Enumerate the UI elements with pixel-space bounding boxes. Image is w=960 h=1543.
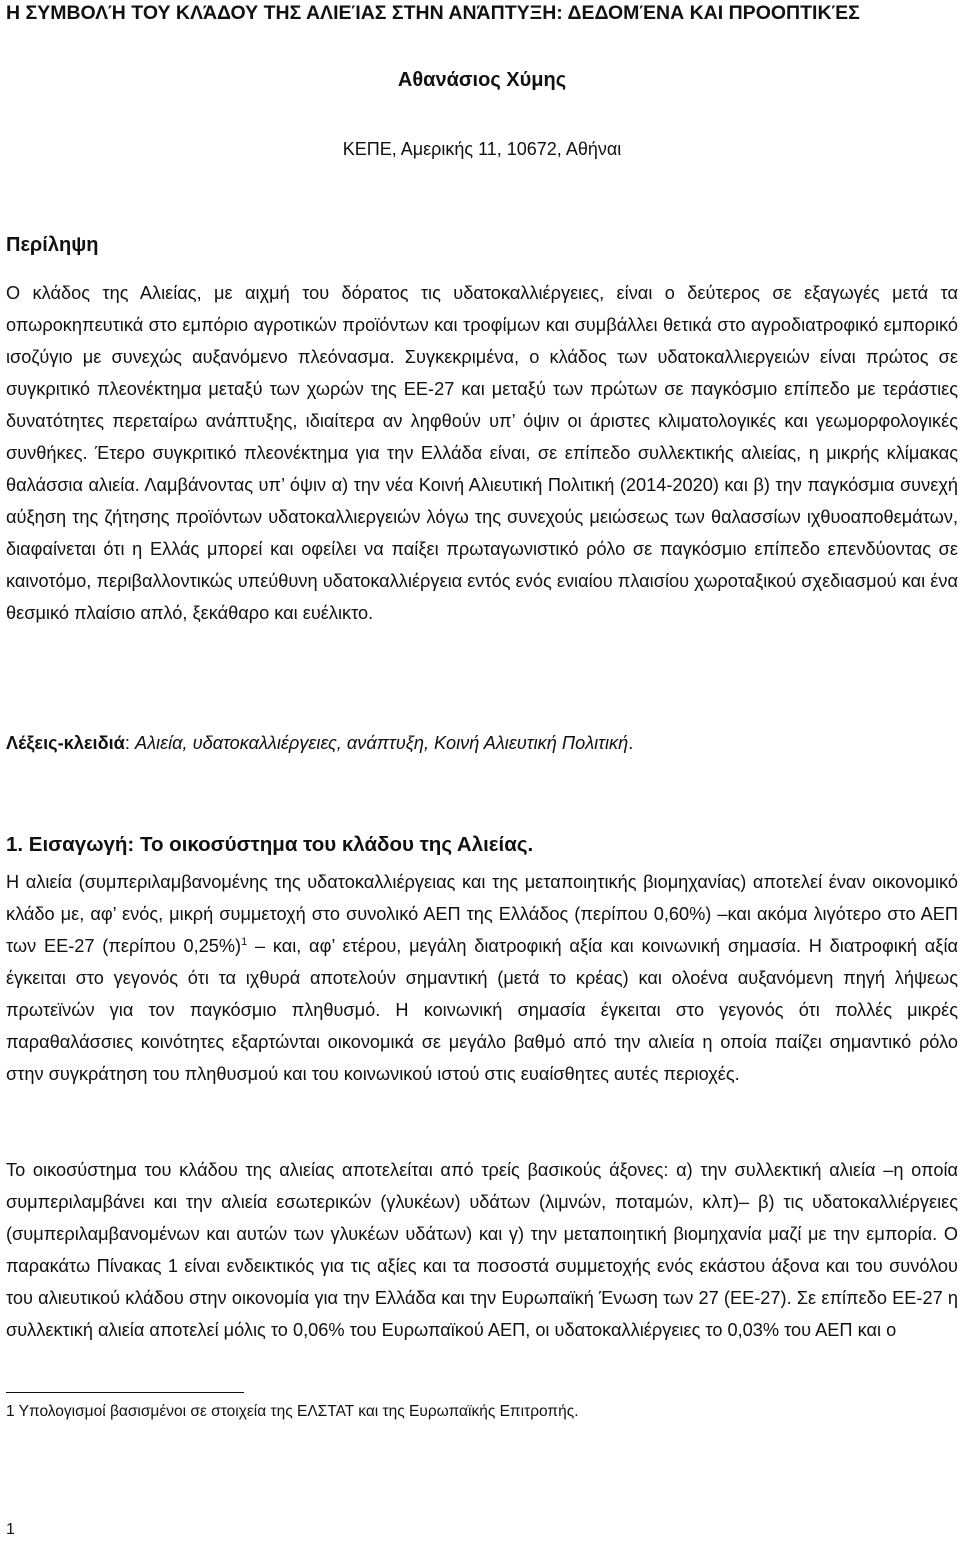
intro-paragraph-1	[6, 866, 958, 1090]
page-number: 1	[6, 1521, 15, 1538]
paper-title: Η ΣΥΜΒΟΛΉ ΤΟΥ ΚΛΆΔΟΥ ΤΗΣ ΑΛΙΕΊΑΣ ΣΤΗΝ ΑΝΆΠΤΥΞΗ: ΔΕΔΟΜΈΝΑ ΚΑΙ ΠΡΟΟΠΤΙΚΈΣ	[6, 2, 860, 24]
footnote-reference[interactable]: 1	[241, 935, 248, 948]
author-name: Αθανάσιος Χύμης	[397, 69, 567, 91]
footnote-divider	[6, 1392, 244, 1393]
keywords-end: .	[628, 733, 634, 753]
keywords-value: Αλιεία, υδατοκαλλιέργειες, ανάπτυξη, Κοινή Αλιευτική Πολιτική	[134, 733, 629, 753]
author-affiliation: ΚΕΠΕ, Αμερικής 11, 10672, Αθήναι	[342, 139, 622, 159]
keywords-label: Λέξεις-κλειδιά	[6, 733, 125, 753]
intro-paragraph-1-start: Η αλιεία (συμπεριλαμβανομένης της υδατοκαλλιέργειας και της μεταποιητικής βιομηχανίας) αποτελεί έναν οικονομικό κλάδο με, αφ’ ενός, μικρή συμμετοχή στο συνολικό ΑΕΠ της Ελλάδος (περίπου 0,60%) –και ακόμα λιγότερο στο ΑΕΠ των ΕΕ-27 (περίπου 0,25%)	[6, 872, 958, 956]
footnote-text: 1 Υπολογισμοί βασισμένοι σε στοιχεία της ΕΛΣΤΑΤ και της Ευρωπαϊκής Επιτροπής.	[6, 1403, 579, 1420]
intro-paragraph-1-end: – και, αφ’ ετέρου, μεγάλη διατροφική αξία και κοινωνική σημασία. Η διατροφική αξία έγκειται στο γεγονός ότι τα ιχθυρά αποτελούν σημαντική (μετά το κρέας) και ολοένα αυξανόμενη πηγή λήψεως πρωτεϊνών για τον παγκόσμιο πληθυσμό. Η κοινωνική σημασία έγκειται στο γεγονός ότι πολλές μικρές παραθαλάσσιες κοινότητες εξαρτώνται οικονομικά σε μεγάλο βαθμό από την αλιεία η οποία παίζει σημαντικό ρόλο στην συγκράτηση του πληθυσμού και του κοινωνικού ιστού στις ευαίσθητες αυτές περιοχές.	[6, 936, 958, 1084]
section-heading: 1. Εισαγωγή: Το οικοσύστημα του κλάδου της Αλιείας.	[6, 833, 534, 856]
abstract-text: Ο κλάδος της Αλιείας, με αιχμή του δόρατος τις υδατοκαλλιέργειες, είναι ο δεύτερος σε εξαγωγές μετά τα οπωροκηπευτικά στο εμπόριο αγροτικών προϊόντων και τροφίμων και συμβάλλει θετικά στο αγροδιατροφικό εμπορικό ισοζύγιο με συνεχώς αυξανόμενο πλεόνασμα. Συγκεκριμένα, ο κλάδος των υδατοκαλλιεργειών είναι πρώτος σε συγκριτικό πλεονέκτημα μεταξύ των χωρών της ΕΕ-27 και μεταξύ των πρώτων σε παγκόσμιο επίπεδο με τεράστιες δυνατότητες περεταίρω ανάπτυξης, ιδιαίτερα αν ληφθούν υπ’ όψιν οι άριστες κλιματολογικές και γεωμορφολογικές συνθήκες. Έτερο συγκριτικό πλεονέκτημα για την Ελλάδα είναι, σε επίπεδο συλλεκτικής αλιείας, η μικρής κλίμακας θαλάσσια αλιεία. Λαμβάνοντας υπ’ όψιν α) την νέα Κοινή Αλιευτική Πολιτική (2014-2020) και β) την παγκόσμια συνεχή αύξηση της ζήτησης προϊόντων υδατοκαλλιεργειών λόγω της συνεχούς μειώσεως των θαλασσίων ιχθυοαποθεμάτων, διαφαίνεται ότι η Ελλάς μπορεί και οφείλει να παίξει πρωταγωνιστικό ρόλο σε παγκόσμιο επίπεδο επενδύοντας σε καινοτόμο, περιβαλλοντικώς υπεύθυνη υδατοκαλλιέργεια εντός ενός ενιαίου πλαισίου χωροταξικού σχεδιασμού και ένα θεσμικό πλαίσιο απλό, ξεκάθαρο και ευέλικτο.	[6, 283, 958, 623]
keywords-line	[6, 733, 633, 754]
intro-paragraph-2: Το οικοσύστημα του κλάδου της αλιείας αποτελείται από τρείς βασικούς άξονες: α) την συλλεκτική αλιεία –η οποία συμπεριλαμβάνει και την αλιεία εσωτερικών (γλυκέων) υδάτων (λιμνών, ποταμών, κλπ)– β) τις υδατοκαλλιέργειες (συμπεριλαμβανομένων και αυτών των γλυκέων υδάτων) και γ) την μεταποιητική βιομηχανία μαζί με την εμπορία. Ο παρακάτω Πίνακας 1 είναι ενδεικτικός για τις αξίες και τα ποσοστά συμμετοχής ενός εκάστου άξονα και του συνόλου του αλιευτικού κλάδου στην οικονομία για την Ελλάδα και την Ευρωπαϊκή Ένωση των 27 (ΕΕ-27). Σε επίπεδο ΕΕ-27 η συλλεκτική αλιεία αποτελεί μόλις το 0,06% του Ευρωπαϊκού ΑΕΠ, οι υδατοκαλλιέργειες το 0,03% του ΑΕΠ και ο	[6, 1160, 958, 1340]
abstract-heading: Περίληψη	[6, 234, 99, 256]
keywords-separator: :	[124, 733, 135, 753]
